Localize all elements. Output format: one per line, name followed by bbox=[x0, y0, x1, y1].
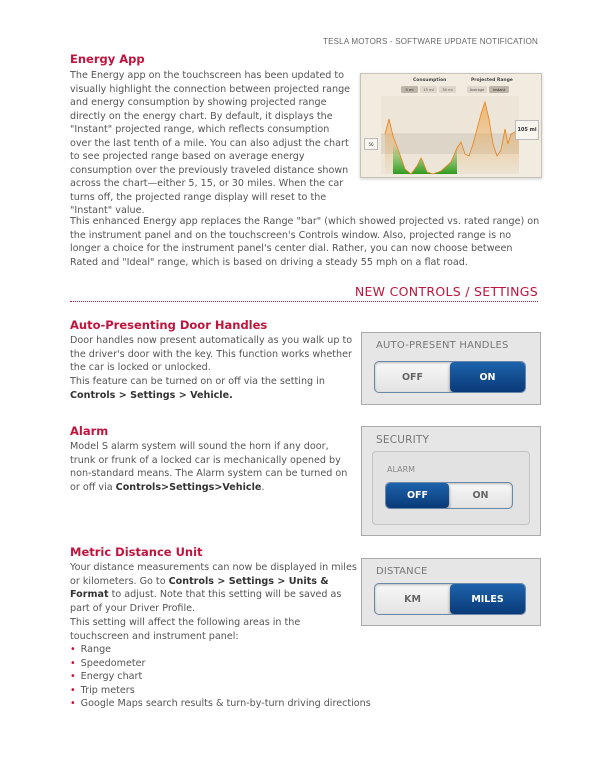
miles-option[interactable]: MILES bbox=[450, 584, 525, 614]
list-item: • Trip meters bbox=[70, 684, 371, 698]
chart-band bbox=[381, 134, 519, 154]
energy-app-paragraph-2: This enhanced Energy app replaces the Range "bar" (which showed projected vs. rated range) on the instrument panel and on the touchscreen's Controls window. Also, projected range is no longer a choice for the instrument panel's center dial. Rather, you can now choose between Rated and "Ideal" range, which is based on driving a steady 55 mph on a flat road. bbox=[70, 216, 540, 268]
door-handles-paragraph-2 bbox=[70, 375, 355, 402]
alarm-paragraph bbox=[70, 440, 355, 494]
document-header: TESLA MOTORS - SOFTWARE UPDATE NOTIFICATION bbox=[323, 37, 538, 46]
consumption-label: Consumption bbox=[413, 78, 447, 83]
projected-range-label: Projected Range bbox=[471, 78, 513, 83]
distance-button-15: 15 mi bbox=[420, 86, 437, 93]
alarm-subpanel bbox=[372, 451, 530, 525]
metric-heading: Metric Distance Unit bbox=[70, 545, 203, 559]
auto-present-handles-panel bbox=[361, 332, 541, 405]
distance-button-30: 30 mi bbox=[439, 86, 456, 93]
distance-button-5: 5 mi bbox=[401, 86, 418, 93]
security-title: SECURITY bbox=[376, 434, 430, 446]
alarm-heading: Alarm bbox=[70, 424, 109, 438]
new-controls-heading: NEW CONTROLS / SETTINGS bbox=[354, 284, 538, 299]
distance-panel bbox=[361, 558, 541, 626]
energy-app-heading: Energy App bbox=[70, 52, 145, 66]
door-handles-text: This feature can be turned on or off via the setting in bbox=[70, 376, 325, 387]
affected-areas-list bbox=[70, 643, 371, 711]
distance-toggle[interactable] bbox=[374, 583, 526, 615]
alarm-text: Model S alarm system will sound the horn if any door, trunk or frunk of a locked car is mechanically opened by non-standard means. The Alarm system can be turned on or off via bbox=[70, 441, 348, 493]
range-button-average: Average bbox=[467, 86, 487, 93]
handles-off-option[interactable]: OFF bbox=[401, 371, 424, 383]
list-item: • Range bbox=[70, 643, 371, 657]
alarm-text-end: . bbox=[261, 481, 265, 493]
energy-app-paragraph: The Energy app on the touchscreen has been updated to visually highlight the connection between projected range and energy consumption by showing projected range directly on the energy chart. By default, it displays the "Instant" projected range, which reflects consumption over the last tenth of a mile. You can also adjust the chart to see projected range based on average energy consumption over the previously traveled distance shown across the chart—either 5, 15, or 30 miles. When the car turns off, the projected range display will reset to the "Instant" value. bbox=[70, 70, 351, 216]
alarm-on-option[interactable]: ON bbox=[472, 490, 489, 501]
security-panel bbox=[361, 426, 541, 536]
list-item: • Google Maps search results & turn-by-turn driving directions bbox=[70, 697, 371, 711]
door-handles-heading: Auto-Presenting Door Handles bbox=[70, 318, 268, 332]
alarm-toggle[interactable] bbox=[385, 482, 513, 509]
door-handles-settings-path: Controls > Settings > Vehicle. bbox=[70, 389, 233, 401]
list-item: • Energy chart bbox=[70, 670, 371, 684]
energy-app-screenshot bbox=[360, 73, 542, 178]
left-value-callout: 56 bbox=[364, 138, 378, 150]
auto-present-handles-toggle[interactable] bbox=[374, 361, 526, 393]
km-option[interactable]: KM bbox=[404, 593, 421, 605]
alarm-settings-path: Controls>Settings>Vehicle bbox=[115, 481, 262, 493]
projected-range-callout: 105 mi bbox=[515, 120, 539, 140]
energy-chart-graphic bbox=[361, 74, 541, 177]
metric-settings-path: Controls > Settings > Units & Format bbox=[70, 575, 329, 600]
handles-on-option[interactable]: ON bbox=[450, 362, 525, 392]
metric-paragraph-2: This setting will affect the following areas in the touchscreen and instrument panel: bbox=[70, 617, 301, 642]
alarm-off-option[interactable]: OFF bbox=[386, 483, 449, 508]
auto-present-handles-title: AUTO-PRESENT HANDLES bbox=[376, 340, 509, 351]
list-item: • Speedometer bbox=[70, 657, 371, 671]
door-handles-paragraph: Door handles now present automatically as you walk up to the driver's door with the key. This function works whether the car is locked or unlocked. bbox=[70, 335, 353, 373]
distance-title: DISTANCE bbox=[376, 566, 428, 577]
section-divider bbox=[70, 301, 538, 302]
metric-text: Your distance measurements can now be displayed in miles or kilometers. Go to bbox=[70, 562, 357, 587]
metric-paragraph bbox=[70, 561, 360, 615]
metric-text-end: to adjust. Note that this setting will be saved as part of your Driver Profile. bbox=[70, 589, 342, 614]
range-button-instant: Instant bbox=[489, 86, 509, 93]
alarm-label: ALARM bbox=[387, 465, 416, 474]
